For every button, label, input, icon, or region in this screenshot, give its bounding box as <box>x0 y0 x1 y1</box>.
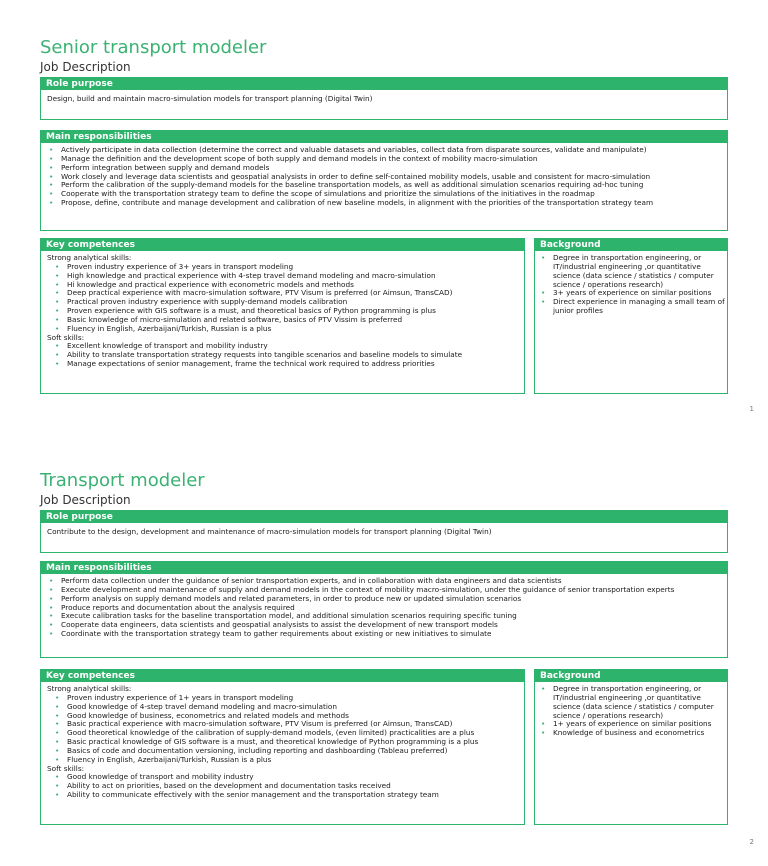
list-item: • Perform integration between supply and demand models <box>47 164 721 173</box>
list-item: • Coordinate with the transportation strategy team to gather requirements about existing or new initiatives to simulate <box>47 630 721 639</box>
list-item: • Good theoretical knowledge of the calibration of supply-demand models, (even limited) practicalities are a plus <box>47 729 518 738</box>
key-competences-box <box>40 238 525 394</box>
list-item: • Cooperate with the transportation strategy team to define the scope of simulations and prioritize the simulations of the initiatives in the roadmap <box>47 190 721 199</box>
list-item: • Propose, define, contribute and manage development and calibration of new baseline models, in alignment with the priorities of the transportation strategy team <box>47 199 721 208</box>
list-item: • 3+ years of experience on similar positions <box>539 289 725 298</box>
list-item: • Direct experience in managing a small team of junior profiles <box>539 298 725 316</box>
page-number: 2 <box>749 838 754 846</box>
list-item: • Proven industry experience of 1+ years in transport modeling <box>47 694 518 703</box>
analytical-skills-label: Strong analytical skills: <box>47 253 132 262</box>
analytical-skills-list <box>47 263 518 334</box>
background-heading: Background <box>535 670 727 682</box>
analytical-skills-label: Strong analytical skills: <box>47 684 132 693</box>
main-responsibilities-heading: Main responsibilities <box>41 131 727 143</box>
list-item: • Proven experience with GIS software is a must, and theoretical basics of Python programming is plus <box>47 307 518 316</box>
role-purpose-box <box>40 510 728 553</box>
list-item: • Basic knowledge of micro-simulation and related software, basics of PTV Vissim is preferred <box>47 316 518 325</box>
list-item: • Excellent knowledge of transport and mobility industry <box>47 342 518 351</box>
list-item: • Fluency in English, Azerbaijani/Turkish, Russian is a plus <box>47 325 518 334</box>
background-box <box>534 669 728 825</box>
list-item: • Good knowledge of business, econometrics and related models and methods <box>47 712 518 721</box>
list-item: • Hi knowledge and practical experience with econometric models and methods <box>47 281 518 290</box>
list-item: • Perform data collection under the guidance of senior transportation experts, and in collaboration with data engineers and data scientists <box>47 577 721 586</box>
key-competences-heading: Key competences <box>41 670 524 682</box>
key-competences-box <box>40 669 525 825</box>
background-list <box>539 254 725 316</box>
page-title: Transport modeler <box>40 470 205 491</box>
list-item: • Manage the definition and the development scope of both supply and demand models in the context of mobility macro-simulation <box>47 155 721 164</box>
list-item: • Execute development and maintenance of supply and demand models in the context of mobility macro-simulation, under the guidance of senior transportation experts <box>47 586 721 595</box>
soft-skills-list <box>47 773 518 800</box>
list-item: • Manage expectations of senior management, frame the technical work required to address priorities <box>47 360 518 369</box>
list-item: • Perform analysis on supply demand models and related parameters, in order to produce new or updated simulation scenarios <box>47 595 721 604</box>
role-purpose-text: Design, build and maintain macro-simulation models for transport planning (Digital Twin) <box>47 94 373 103</box>
list-item: • Work closely and leverage data scientists and geospatial analysists in order to define self-contained mobility models, usable and consistent for macro-simulation <box>47 173 721 182</box>
role-purpose-heading: Role purpose <box>41 511 727 523</box>
main-responsibilities-list <box>47 146 721 208</box>
role-purpose-text: Contribute to the design, development and maintenance of macro-simulation models for transport planning (Digital Twin) <box>47 527 492 536</box>
list-item: • Ability to act on priorities, based on the development and documentation tasks received <box>47 782 518 791</box>
list-item: • Proven industry experience of 3+ years in transport modeling <box>47 263 518 272</box>
background-list <box>539 685 725 738</box>
list-item: • Ability to communicate effectively with the senior management and the transportation strategy team <box>47 791 518 800</box>
role-purpose-box <box>40 77 728 120</box>
list-item: • Degree in transportation engineering, or IT/industrial engineering ,or quantitative science (data science / statistics / computer science / operations research) <box>539 254 725 289</box>
list-item: • Deep practical experience with macro-simulation software, PTV Visum is preferred (or Aimsun, TransCAD) <box>47 289 518 298</box>
background-heading: Background <box>535 239 727 251</box>
list-item: • High knowledge and practical experience with 4-step travel demand modeling and macro-simulation <box>47 272 518 281</box>
list-item: • Good knowledge of 4-step travel demand modeling and macro-simulation <box>47 703 518 712</box>
list-item: • Cooperate data engineers, data scientists and geospatial analysists to assist the development of new transport models <box>47 621 721 630</box>
page-number: 1 <box>749 405 754 413</box>
list-item: • Basics of code and documentation versioning, including reporting and dashboarding (Tableau preferred) <box>47 747 518 756</box>
list-item: • Actively participate in data collection (determine the correct and valuable datasets and variables, collect data from disparate sources, validate and manipulate) <box>47 146 721 155</box>
list-item: • Knowledge of business and econometrics <box>539 729 725 738</box>
list-item: • Perform the calibration of the supply-demand models for the baseline transportation models, as well as additional simulation scenarios requiring ad-hoc tuning <box>47 181 721 190</box>
list-item: • Ability to translate transportation strategy requests into tangible scenarios and baseline models to simulate <box>47 351 518 360</box>
key-competences-heading: Key competences <box>41 239 524 251</box>
main-responsibilities-box <box>40 130 728 231</box>
list-item: • Basic practical experience with macro-simulation software, PTV Visum is preferred (or Aimsun, TransCAD) <box>47 720 518 729</box>
list-item: • Practical proven industry experience with supply-demand models calibration <box>47 298 518 307</box>
soft-skills-label: Soft skills: <box>47 332 85 342</box>
list-item: • 1+ years of experience on similar positions <box>539 720 725 729</box>
page-title: Senior transport modeler <box>40 37 267 58</box>
role-purpose-heading: Role purpose <box>41 78 727 90</box>
list-item: • Good knowledge of transport and mobility industry <box>47 773 518 782</box>
main-responsibilities-box <box>40 561 728 658</box>
list-item: • Basic practical knowledge of GIS software is a must, and theoretical knowledge of Python programming is a plus <box>47 738 518 747</box>
page-subtitle: Job Description <box>40 493 131 507</box>
background-box <box>534 238 728 394</box>
main-responsibilities-heading: Main responsibilities <box>41 562 727 574</box>
main-responsibilities-list <box>47 577 721 639</box>
soft-skills-label: Soft skills: <box>47 763 85 773</box>
list-item: • Produce reports and documentation about the analysis required <box>47 604 721 613</box>
analytical-skills-list <box>47 694 518 765</box>
list-item: • Degree in transportation engineering, or IT/industrial engineering ,or quantitative science (data science / statistics / computer science / operations research) <box>539 685 725 720</box>
list-item: • Fluency in English, Azerbaijani/Turkish, Russian is a plus <box>47 756 518 765</box>
page-subtitle: Job Description <box>40 60 131 74</box>
soft-skills-list <box>47 342 518 369</box>
list-item: • Execute calibration tasks for the baseline transportation model, and additional simulation scenarios requiring specific tuning <box>47 612 721 621</box>
